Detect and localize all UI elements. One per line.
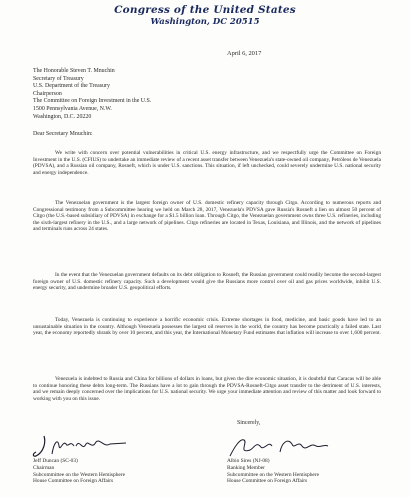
signer-title: Chairman bbox=[33, 464, 55, 471]
recipient-line: The Honorable Steven T. Mnuchin bbox=[33, 68, 115, 74]
body-paragraph: Today, Venezuela is continuing to experience a horrific economic crisis. Extreme shortages in food, medicine, and basic goods have led to an unsustainable situation in the country. Although Venezuela possesses the largest oil reserves in the world, the country has become practically a failed state. Last year, the economy reportedly shrank by over 10 percent, and this year, the International Monetary Fund estimates that inflation will increase to over 1,600 percent. bbox=[33, 317, 381, 337]
body-paragraph: Venezuela is indebted to Russia and China for billions of dollars in loans, but given the dire economic situation, it is doubtful that Caracas will be able to continue honoring these debts long-term. The Russians have a lot to gain through the PDVSA-Rosneft-Citgo asset transfer to the detriment of U.S. interests, and we remain deeply concerned over the implications for U.S. national security. We urge your immediate attention and review of this matter and look forward to working with you on this issue. bbox=[33, 376, 381, 402]
recipient-line: U.S. Department of the Treasury bbox=[33, 83, 110, 90]
recipient-line: Washington, D.C. 20220 bbox=[33, 113, 92, 120]
closing: Sincerely, bbox=[237, 420, 261, 426]
signer-committee: House Committee on Foreign Affairs bbox=[227, 478, 308, 485]
signer-name: Jeff Duncan (SC-03) bbox=[33, 458, 78, 464]
body-paragraph: We write with concern over potential vulnerabilities in critical U.S. energy infrastructure, and we respectfully urge the Committee on Foreign Investment in the U.S. (CFIUS) to undertake an immediate review of a recent asset transfer between Venezuela's state-owned oil company, Petróleos de Venezuela (PDVSA), and a Russian oil company, Rosneft, which is under U.S. sanctions. This situation, if left unchecked, could severely undermine U.S. national security and energy independence. bbox=[33, 150, 381, 176]
signer-committee: House Committee on Foreign Affairs bbox=[33, 478, 114, 485]
recipient-line: 1500 Pennsylvania Avenue, N.W. bbox=[33, 105, 112, 112]
signature-albio-sires bbox=[224, 434, 384, 460]
recipient-line: Chairperson bbox=[33, 90, 62, 97]
signer-name: Albio Sires (NJ-08) bbox=[227, 458, 270, 464]
signer-title: Ranking Member bbox=[227, 464, 265, 471]
letter-date: April 6, 2017 bbox=[227, 50, 262, 57]
signer-subcommittee: Subcommittee on the Western Hemisphere bbox=[33, 471, 125, 478]
letterhead-title: Congress of the United States bbox=[114, 4, 296, 16]
recipient-line: The Committee on Foreign Investment in the U.S. bbox=[33, 98, 152, 105]
signer-subcommittee: Subcommittee on the Western Hemisphere bbox=[227, 471, 319, 478]
salutation: Dear Secretary Mnuchin: bbox=[33, 131, 93, 137]
body-paragraph: The Venezuelan government is the largest foreign owner of U.S. domestic refinery capacity through Citgo. According to numerous reports and Congressional testimony from a Subcommittee hearing we held on March 28, 2017, Venezuela's PDVSA gave Russia's Rosneft a lien on almost 50 percent of Citgo (the U.S.-based subsidiary of PDVSA) in exchange for a $1.5 billion loan. Through Citgo, the Venezuelan government owns three U.S. refineries, including the sixth-largest refinery in the U.S., and a large network of pipelines. Citgo refineries are located in Texas, Louisiana, and Illinois, and the network of pipelines and terminals runs across 24 states. bbox=[33, 200, 381, 233]
body-paragraph: In the event that the Venezuelan government defaults on its debt obligation to Rosneft, the Russian government could readily become the second-largest foreign owner of U.S. domestic refinery capacity. Such a development would give the Russians more control over oil and gas prices worldwide, inhibit U.S. energy security, and undermine broader U.S. geopolitical efforts. bbox=[33, 272, 381, 292]
signer-block-sires bbox=[227, 458, 319, 485]
signature-jeff-duncan bbox=[30, 434, 190, 460]
signer-block-duncan bbox=[33, 458, 125, 485]
letterhead-location: Washington, DC 20515 bbox=[150, 17, 260, 27]
recipient-address bbox=[33, 68, 151, 121]
recipient-line: Secretary of Treasury bbox=[33, 75, 84, 82]
